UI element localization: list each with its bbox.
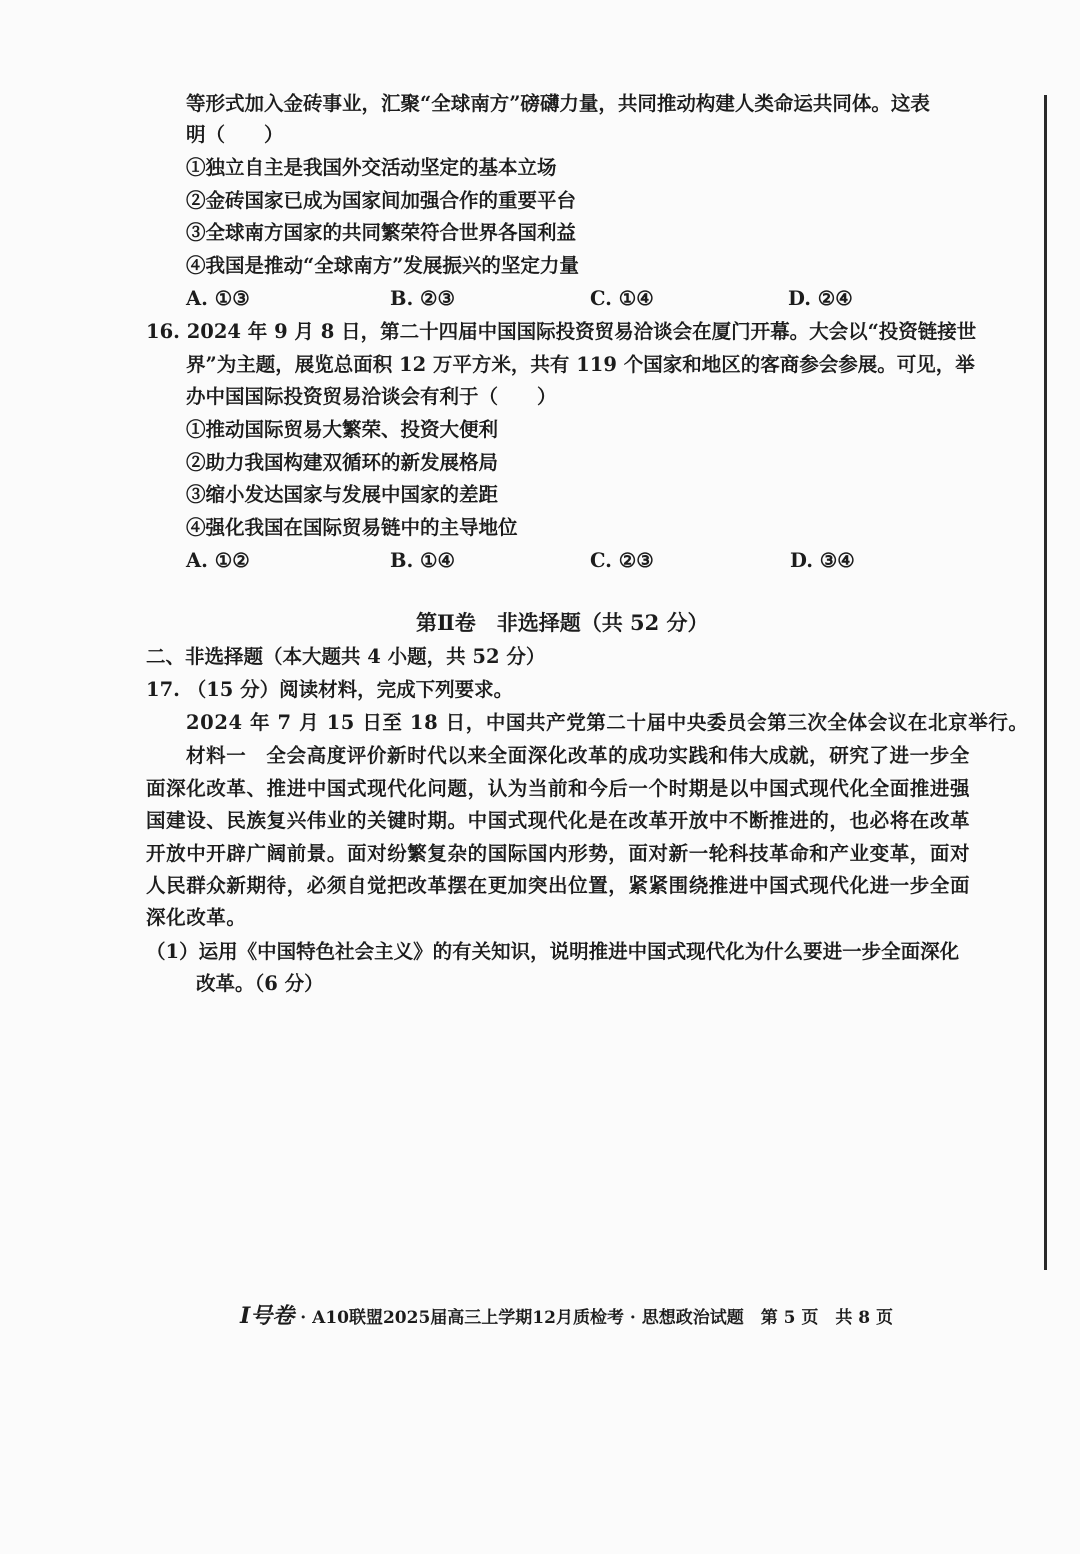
- q17-material-line: 开放中开辟广阔前景。面对纷繁复杂的国际国内形势，面对新一轮科技革命和产业变革，面对: [146, 842, 971, 865]
- q17-material-line: 深化改革。: [146, 906, 247, 929]
- q15-item-3: ③全球南方国家的共同繁荣符合世界各国利益: [186, 221, 577, 244]
- q15-item-1: ①独立自主是我国外交活动坚定的基本立场: [186, 156, 557, 179]
- margin-rule: [1044, 95, 1047, 1270]
- part2-title: 第Ⅱ卷 非选择题（共 52 分）: [416, 610, 709, 635]
- q17-stem: 17. （15 分）阅读材料，完成下列要求。: [146, 678, 514, 701]
- q15-stem-line2: 明（ ）: [186, 123, 284, 146]
- q16-option-b: B. ①④: [390, 549, 456, 572]
- q16-item-4: ④强化我国在国际贸易链中的主导地位: [186, 516, 518, 539]
- q16-item-2: ②助力我国构建双循环的新发展格局: [186, 451, 499, 474]
- footer-text: · A10联盟2025届高三上学期12月质检考 · 思想政治试题 第 5 页 共 8 页: [300, 1308, 894, 1328]
- page-footer: [240, 1303, 893, 1331]
- q15-option-c: C. ①④: [590, 287, 654, 310]
- q17-material-line: 国建设、民族复兴伟业的关键时期。中国式现代化是在改革开放中不断推进的，也必将在改革: [146, 809, 971, 832]
- q16-option-c: C. ②③: [590, 549, 654, 572]
- q16-item-1: ①推动国际贸易大繁荣、投资大便利: [186, 418, 499, 441]
- q17-material-line: 材料一 全会高度评价新时代以来全面深化改革的成功实践和伟大成就，研究了进一步全: [186, 744, 970, 767]
- q15-option-a: A. ①③: [186, 287, 250, 310]
- q15-item-2: ②金砖国家已成为国家间加强合作的重要平台: [186, 189, 577, 212]
- q17-material-line: 人民群众新期待，必须自觉把改革摆在更加突出位置，紧紧围绕推进中国式现代化进一步全面: [146, 874, 971, 897]
- q17-sub1-line2: 改革。（6 分）: [196, 972, 324, 995]
- q15-option-d: D. ②④: [788, 287, 853, 310]
- q15-item-4: ④我国是推动“全球南方”发展振兴的坚定力量: [186, 254, 579, 277]
- q15-option-b: B. ②③: [390, 287, 456, 310]
- q16-option-d: D. ③④: [790, 549, 855, 572]
- q16-stem-line2: 界”为主题，展览总面积 12 万平方米，共有 119 个国家和地区的客商参会参展。可见，举: [186, 353, 975, 376]
- q15-stem-line1: 等形式加入金砖事业，汇聚“全球南方”磅礴力量，共同推动构建人类命运共同体。这表: [186, 92, 930, 115]
- part2-section-heading: 二、非选择题（本大题共 4 小题，共 52 分）: [146, 645, 546, 668]
- q16-item-3: ③缩小发达国家与发展中国家的差距: [186, 483, 499, 506]
- q16-option-a: A. ①②: [186, 549, 250, 572]
- q17-intro: 2024 年 7 月 15 日至 18 日，中国共产党第二十届中央委员会第三次全体会议在北京举行。: [186, 711, 1029, 734]
- q17-sub1-line1: （1）运用《中国特色社会主义》的有关知识，说明推进中国式现代化为什么要进一步全面深化: [146, 940, 960, 963]
- q16-stem-line1: 16. 2024 年 9 月 8 日，第二十四届中国国际投资贸易洽谈会在厦门开幕。大会以“投资链接世: [146, 320, 977, 343]
- q17-material-line: 面深化改革、推进中国式现代化问题，认为当前和今后一个时期是以中国式现代化全面推进强: [146, 777, 971, 800]
- q16-stem-line3: 办中国国际投资贸易洽谈会有利于（ ）: [186, 385, 557, 408]
- exam-logo: I号卷: [240, 1303, 295, 1329]
